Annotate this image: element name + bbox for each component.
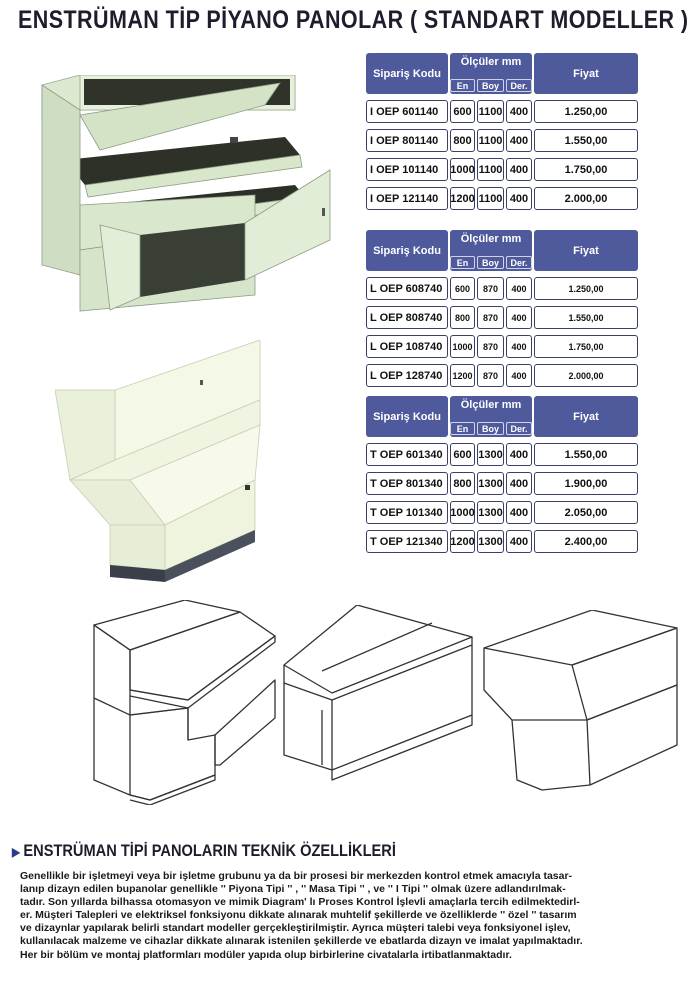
order-code: T OEP 601340 [366,443,448,466]
price-value: 2.000,00 [534,187,638,210]
table-row [366,187,638,210]
width-value: 1200 [450,530,475,553]
header-width: En [450,256,475,269]
table-row [366,277,638,300]
table-row [366,306,638,329]
section-heading-text: ENSTRÜMAN TİPİ PANOLARIN TEKNİK ÖZELLİKLERİ [23,841,396,860]
width-value: 800 [450,306,475,329]
header-dimensions [450,53,532,94]
table-row [366,530,638,553]
header-price: Fiyat [534,53,638,94]
desk-type-line-drawing [282,605,477,785]
section-heading [12,841,396,861]
width-value: 1000 [450,501,475,524]
height-value: 870 [477,364,504,387]
header-price: Fiyat [534,230,638,271]
technical-description [20,870,675,962]
header-dimensions [450,230,532,271]
description-line: Genellikle bir işletmeyi veya bir işletme grubunu ya da bir prosesi bir merkezden kontrol etmek amacıyla tasar- [20,870,573,882]
price-value: 1.550,00 [534,443,638,466]
table-row [366,335,638,358]
depth-value: 400 [506,443,532,466]
order-code: I OEP 801140 [366,129,448,152]
height-value: 1300 [477,501,504,524]
depth-value: 400 [506,277,532,300]
order-code: L OEP 808740 [366,306,448,329]
depth-value: 400 [506,158,532,181]
height-value: 1100 [477,187,504,210]
depth-value: 400 [506,501,532,524]
piano-type-line-drawing [90,600,280,805]
table-row [366,472,638,495]
depth-value: 400 [506,472,532,495]
page-title: ENSTRÜMAN TİP PİYANO PANOLAR ( STANDART MODELLER ) [18,6,689,34]
width-value: 1200 [450,187,475,210]
price-value: 1.900,00 [534,472,638,495]
width-value: 600 [450,100,475,123]
i-type-line-drawing [482,610,682,795]
header-order-code: Sipariş Kodu [366,53,448,94]
height-value: 1300 [477,530,504,553]
height-value: 1300 [477,472,504,495]
price-value: 1.750,00 [534,158,638,181]
price-value: 1.550,00 [534,306,638,329]
order-code: T OEP 121340 [366,530,448,553]
order-code: I OEP 601140 [366,100,448,123]
header-width: En [450,79,475,92]
order-code: T OEP 801340 [366,472,448,495]
depth-value: 400 [506,100,532,123]
width-value: 1000 [450,158,475,181]
depth-value: 400 [506,306,532,329]
table-row [366,364,638,387]
description-line: Her bir bölüm ve montaj platformları modüler yapıda olup birbirlerine civatalarla irtibatlanmaktadır. [20,948,512,961]
price-value: 1.250,00 [534,100,638,123]
order-code: L OEP 108740 [366,335,448,358]
table-header [366,230,638,271]
price-value: 2.050,00 [534,501,638,524]
table-row [366,100,638,123]
price-value: 2.400,00 [534,530,638,553]
height-value: 870 [477,306,504,329]
depth-value: 400 [506,335,532,358]
price-value: 1.750,00 [534,335,638,358]
header-depth: Der. [506,256,532,269]
header-width: En [450,422,475,435]
depth-value: 400 [506,187,532,210]
description-line: tadır. Son yıllarda bilhassa otomasyon ve mimik Diagram' lı Proses Kontrol İşlevli amaçlarla tercih edilmektedirl- [20,896,580,909]
order-code: L OEP 128740 [366,364,448,387]
price-table-i-type [366,53,638,210]
height-value: 1300 [477,443,504,466]
width-value: 800 [450,129,475,152]
header-order-code: Sipariş Kodu [366,230,448,271]
header-height: Boy [477,422,504,435]
depth-value: 400 [506,530,532,553]
height-value: 1100 [477,100,504,123]
table-row [366,443,638,466]
order-code: T OEP 101340 [366,501,448,524]
width-value: 1000 [450,335,475,358]
width-value: 800 [450,472,475,495]
height-value: 870 [477,277,504,300]
price-table-t-type [366,396,638,553]
header-depth: Der. [506,79,532,92]
width-value: 1200 [450,364,475,387]
order-code: I OEP 101140 [366,158,448,181]
piano-cabinet-open-illustration [40,75,360,315]
price-value: 2.000,00 [534,364,638,387]
price-value: 1.250,00 [534,277,638,300]
depth-value: 400 [506,129,532,152]
table-row [366,129,638,152]
height-value: 1100 [477,158,504,181]
width-value: 600 [450,443,475,466]
header-dimensions [450,396,532,437]
header-dimensions-label: Ölçüler mm [460,399,522,411]
height-value: 1100 [477,129,504,152]
table-row [366,501,638,524]
price-value: 1.550,00 [534,129,638,152]
table-row [366,158,638,181]
triangle-right-icon: ▶ [12,845,20,859]
desk-cabinet-closed-illustration [55,340,270,585]
header-height: Boy [477,256,504,269]
order-code: L OEP 608740 [366,277,448,300]
header-dimensions-label: Ölçüler mm [460,56,522,68]
table-header [366,396,638,437]
depth-value: 400 [506,364,532,387]
description-line: er. Müşteri Talepleri ve elektriksel fonksiyonu dikkate alınarak muhtelif şekillerde ve özelliklerde '' özel '' tasarım [20,909,577,922]
description-line: lanıp dizayn edilen bupanolar genellikle '' Piyona Tipi '' , '' Masa Tipi '' , ve '' I Tipi '' olmak üzere adlandırılmak- [20,883,566,896]
width-value: 600 [450,277,475,300]
header-price: Fiyat [534,396,638,437]
height-value: 870 [477,335,504,358]
order-code: I OEP 121140 [366,187,448,210]
price-table-l-type [366,230,638,387]
header-order-code: Sipariş Kodu [366,396,448,437]
table-header [366,53,638,94]
header-depth: Der. [506,422,532,435]
header-dimensions-label: Ölçüler mm [460,233,522,245]
header-height: Boy [477,79,504,92]
description-line: ve dizaynlar yapılarak belirli standart modeller gerçekleştirilmiştir. Ayrıca müşteri talebi veya fonksiyonel işlev, [20,922,571,935]
description-line: kullanılacak malzeme ve cihazlar dikkate alınarak istenilen şekillerde ve ebatlarda dizayn ve imalat yapılmaktadır. [20,935,583,948]
